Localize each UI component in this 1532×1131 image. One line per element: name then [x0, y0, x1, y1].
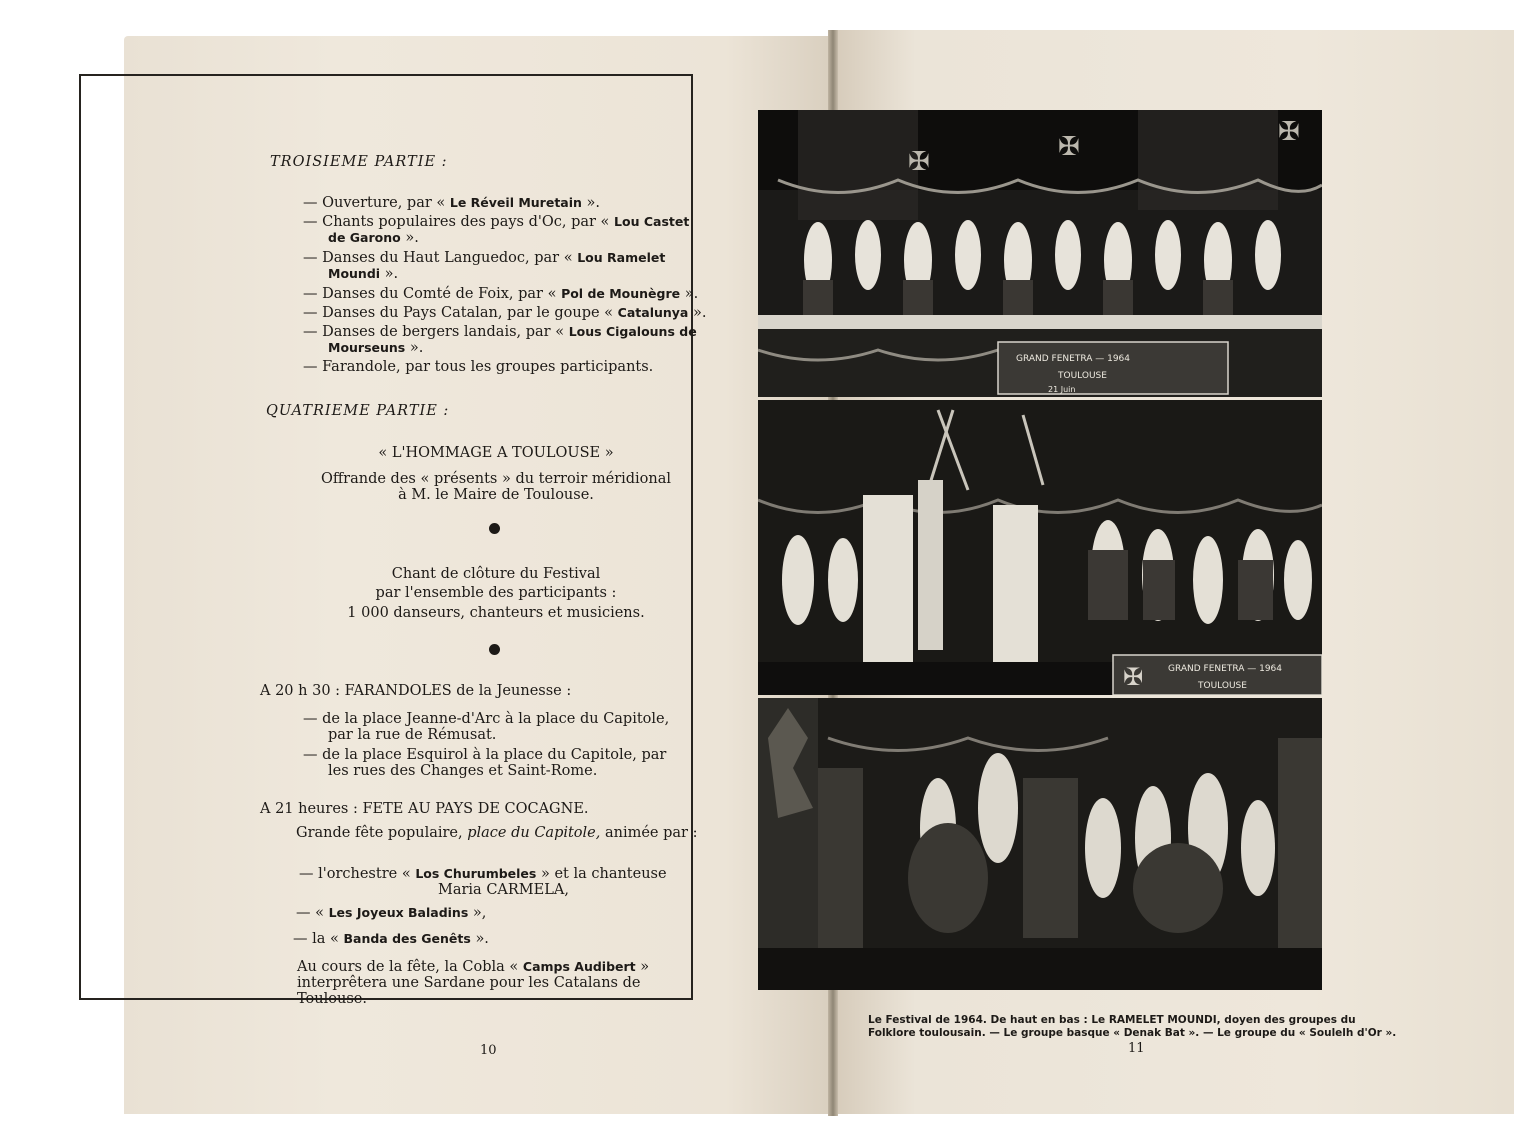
photo-caption: Folklore toulousain. — Le groupe basque « Denak Bat ». — Le groupe du « Soulelh d'Or ».	[868, 1027, 1397, 1039]
offering-line: Offrande des « présents » du terroir méridional	[320, 471, 672, 487]
hommage-title: « L'HOMMAGE A TOULOUSE »	[378, 445, 614, 461]
program-item: — Danses du Comté de Foix, par « Pol de Mounègre ».	[303, 286, 699, 302]
cobla-line: Toulouse.	[297, 991, 367, 1007]
bullet-separator	[489, 523, 500, 534]
fete-intro: Grande fête populaire, place du Capitole, animée par :	[296, 825, 698, 841]
route-line: par la rue de Rémusat.	[328, 727, 497, 743]
svg-text:✠: ✠	[1123, 663, 1144, 691]
fete-item-cont: Maria CARMELA,	[438, 882, 569, 898]
fete-item: — l'orchestre « Los Churumbeles » et la chanteuse	[299, 866, 667, 882]
farandoles-time: A 20 h 30 : FARANDOLES de la Jeunesse :	[260, 683, 572, 699]
program-item: — Ouverture, par « Le Réveil Muretain ».	[303, 195, 601, 211]
fete-item: — la « Banda des Genêts ».	[293, 931, 489, 947]
banner-text: 21 Juin	[1048, 385, 1076, 394]
banner-text: TOULOUSE	[1198, 681, 1247, 691]
program-frame	[79, 74, 693, 1000]
photo-denak-bat	[758, 400, 1322, 695]
photo-caption: Le Festival de 1964. De haut en bas : Le RAMELET MOUNDI, doyen des groupes du	[868, 1014, 1356, 1026]
fete-item: — « Les Joyeux Baladins »,	[296, 905, 487, 921]
offering-line: à M. le Maire de Toulouse.	[398, 487, 594, 503]
svg-text:✠: ✠	[908, 147, 930, 177]
closing-line: Chant de clôture du Festival	[391, 566, 601, 582]
closing-line: 1 000 danseurs, chanteurs et musiciens.	[347, 605, 645, 621]
photo-soulelh-dor	[758, 698, 1322, 990]
cobla-line: Au cours de la fête, la Cobla « Camps Audibert »	[297, 959, 650, 975]
cobla-line: interprêtera une Sardane pour les Catalans de	[297, 975, 641, 991]
closing-line: par l'ensemble des participants :	[375, 585, 617, 601]
program-item-cont: de Garono ».	[328, 230, 419, 246]
banner-text: GRAND FENETRA — 1964	[1016, 354, 1130, 364]
route-line: — de la place Esquirol à la place du Capitole, par	[303, 747, 667, 763]
fete-time: A 21 heures : FETE AU PAYS DE COCAGNE.	[260, 801, 589, 817]
route-line: les rues des Changes et Saint-Rome.	[328, 763, 598, 779]
banner-text: TOULOUSE	[1058, 371, 1107, 381]
svg-text:✠: ✠	[1278, 117, 1300, 147]
section-heading-part4: QUATRIEME PARTIE :	[266, 403, 450, 419]
page-number-right: 11	[1128, 1041, 1145, 1056]
program-item: — Chants populaires des pays d'Oc, par « Lou Castet	[303, 214, 690, 230]
program-item-cont: Moundi ».	[328, 266, 399, 282]
bullet-separator	[489, 644, 500, 655]
section-heading-part3: TROISIEME PARTIE :	[270, 154, 448, 170]
program-item-cont: Mourseuns ».	[328, 340, 424, 356]
program-item: — Danses de bergers landais, par « Lous Cigalouns de	[303, 324, 697, 340]
route-line: — de la place Jeanne-d'Arc à la place du Capitole,	[303, 711, 670, 727]
program-item: — Danses du Haut Languedoc, par « Lou Ramelet	[303, 250, 666, 266]
svg-text:✠: ✠	[1058, 132, 1080, 162]
page-number-left: 10	[480, 1043, 497, 1058]
photo-ramelet-moundi	[758, 110, 1322, 397]
program-item: — Farandole, par tous les groupes participants.	[303, 359, 654, 375]
program-item: — Danses du Pays Catalan, par le goupe « Catalunya ».	[303, 305, 707, 321]
banner-text: GRAND FENETRA — 1964	[1168, 664, 1282, 674]
